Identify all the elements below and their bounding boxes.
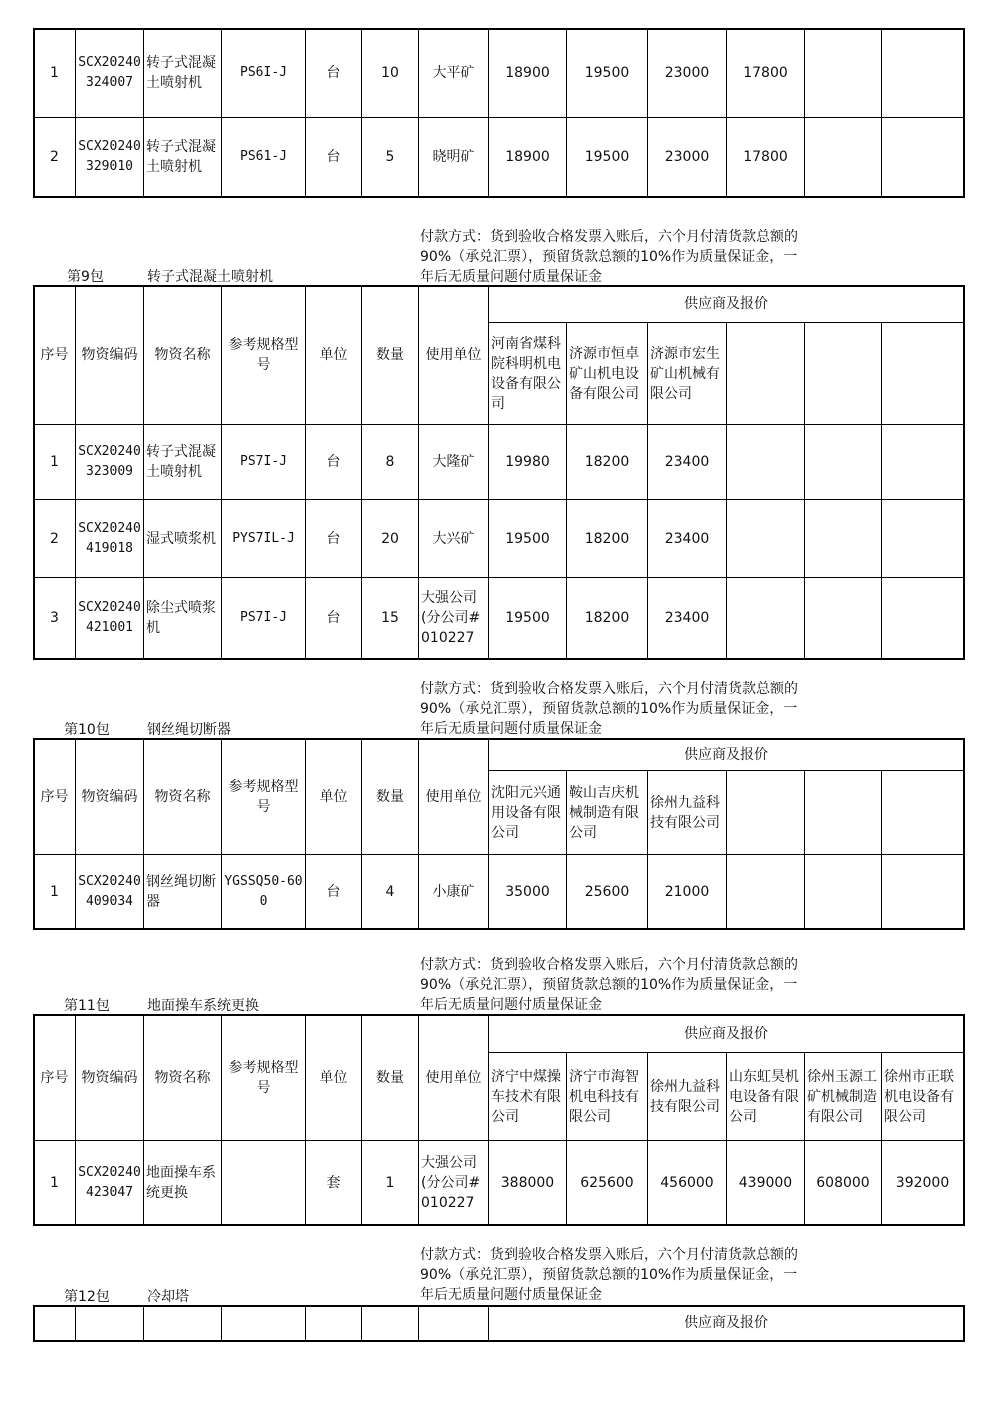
price-cell: 19500 [567,118,648,197]
name-cell: 转子式混凝土喷射机 [144,118,222,197]
code-header [76,1306,144,1341]
table-row [34,578,964,659]
table-row [34,425,964,500]
package-title: 冷却塔 [147,1289,189,1305]
price-cell: 456000 [648,1141,727,1225]
price-cell: 19500 [489,578,567,659]
qty-cell: 15 [362,578,419,659]
supplier-name: 徐州玉源工矿机械制造有限公司 [805,1053,882,1141]
supplier-name: 山东虹昊机电设备有限公司 [727,1053,805,1141]
seq-cell: 3 [34,578,76,659]
unit-header [306,1306,362,1341]
supplier-name: 济源市恒卓矿山机电设备有限公司 [567,323,648,425]
user-header [419,1306,489,1341]
qty-cell: 20 [362,500,419,578]
header-row [34,1306,964,1341]
seq-cell: 1 [34,855,76,930]
name-header [144,1306,222,1341]
spec-cell: PS61-J [222,118,306,197]
price-cell: 18200 [567,500,648,578]
supplier-name [882,771,964,855]
supplier-name [805,771,882,855]
qty-cell: 1 [362,1141,419,1225]
code-header: 物资编码 [76,286,144,425]
package-label: 第11包 [64,998,110,1014]
supplier-name: 济宁市海智机电科技有限公司 [567,1053,648,1141]
seq-header: 序号 [34,739,76,855]
table-row [34,1141,964,1225]
price-cell [882,855,964,930]
price-cell [727,855,805,930]
price-cell: 23400 [648,578,727,659]
price-cell: 608000 [805,1141,882,1225]
user-cell: 大强公司(分公司#010227 [419,578,489,659]
unit-cell: 套 [306,1141,362,1225]
price-cell [727,425,805,500]
price-cell: 18900 [489,118,567,197]
supplier-name: 济源市宏生矿山机械有限公司 [648,323,727,425]
package-label: 第9包 [67,269,104,285]
price-cell: 23000 [648,29,727,118]
package-title: 钢丝绳切断器 [147,722,231,738]
price-cell [805,425,882,500]
spec-cell: PS6I-J [222,29,306,118]
user-header: 使用单位 [419,739,489,855]
unit-cell: 台 [306,855,362,930]
spec-header [222,1306,306,1341]
price-cell: 18200 [567,578,648,659]
user-cell: 大隆矿 [419,425,489,500]
supplier-header: 供应商及报价 [489,286,964,323]
price-cell [727,500,805,578]
code-header: 物资编码 [76,739,144,855]
qty-cell: 5 [362,118,419,197]
seq-header: 序号 [34,1015,76,1141]
code-header: 物资编码 [76,1015,144,1141]
spec-cell: PYS7IL-J [222,500,306,578]
supplier-name: 沈阳元兴通用设备有限公司 [489,771,567,855]
table-row [34,500,964,578]
price-cell [727,578,805,659]
price-cell [882,425,964,500]
price-cell: 17800 [727,118,805,197]
unit-cell: 台 [306,118,362,197]
price-cell: 23400 [648,425,727,500]
unit-cell: 台 [306,425,362,500]
supplier-name: 鞍山吉庆机械制造有限公司 [567,771,648,855]
spec-cell: PS7I-J [222,425,306,500]
price-cell [805,29,882,118]
package-11-table [33,1014,964,1225]
code-cell: SCX20240421001 [76,578,144,659]
spec-cell [222,1141,306,1225]
package-title: 转子式混凝土喷射机 [147,269,273,285]
payment-note: 付款方式：货到验收合格发票入账后，六个月付清货款总额的90%（承兑汇票），预留货款总额的10%作为质量保证金，一年后无质量问题付质量保证金 [420,229,798,285]
code-cell: SCX20240323009 [76,425,144,500]
user-cell: 大平矿 [419,29,489,118]
price-cell: 18900 [489,29,567,118]
package-label: 第10包 [64,722,110,738]
unit-cell: 台 [306,29,362,118]
qty-cell: 8 [362,425,419,500]
name-header: 物资名称 [144,739,222,855]
supplier-name: 徐州九益科技有限公司 [648,1053,727,1141]
price-cell: 18200 [567,425,648,500]
package-title: 地面操车系统更换 [147,998,259,1014]
price-cell [805,500,882,578]
price-cell: 17800 [727,29,805,118]
price-cell: 388000 [489,1141,567,1225]
user-header: 使用单位 [419,286,489,425]
table-row [34,855,964,930]
code-cell: SCX20240324007 [76,29,144,118]
table-row [34,118,964,197]
package-label: 第12包 [64,1289,110,1305]
payment-note: 付款方式：货到验收合格发票入账后，六个月付清货款总额的90%（承兑汇票），预留货款总额的10%作为质量保证金，一年后无质量问题付质量保证金 [420,957,798,1013]
qty-cell: 10 [362,29,419,118]
seq-cell: 1 [34,29,76,118]
seq-header: 序号 [34,286,76,425]
name-header: 物资名称 [144,286,222,425]
unit-cell: 台 [306,578,362,659]
name-cell: 除尘式喷浆机 [144,578,222,659]
seq-cell: 2 [34,118,76,197]
supplier-header: 供应商及报价 [489,739,964,771]
supplier-name: 徐州九益科技有限公司 [648,771,727,855]
unit-cell: 台 [306,500,362,578]
price-cell [882,118,964,197]
supplier-name [805,323,882,425]
spec-cell: PS7I-J [222,578,306,659]
code-cell: SCX20240329010 [76,118,144,197]
name-cell: 转子式混凝土喷射机 [144,29,222,118]
price-cell [882,578,964,659]
price-cell: 23400 [648,500,727,578]
price-cell: 392000 [882,1141,964,1225]
user-cell: 大强公司(分公司#010227 [419,1141,489,1225]
header-row [34,1015,964,1053]
qty-cell: 4 [362,855,419,930]
price-cell: 439000 [727,1141,805,1225]
spec-header: 参考规格型号 [222,286,306,425]
seq-header [34,1306,76,1341]
package-12-table [33,1305,964,1341]
user-cell: 晓明矿 [419,118,489,197]
code-cell: SCX20240423047 [76,1141,144,1225]
spec-header: 参考规格型号 [222,1015,306,1141]
table-row [34,29,964,118]
payment-note: 付款方式：货到验收合格发票入账后，六个月付清货款总额的90%（承兑汇票），预留货款总额的10%作为质量保证金，一年后无质量问题付质量保证金 [420,681,798,737]
price-cell: 23000 [648,118,727,197]
spec-header: 参考规格型号 [222,739,306,855]
price-cell [805,855,882,930]
unit-header: 单位 [306,739,362,855]
price-cell [882,500,964,578]
code-cell: SCX20240419018 [76,500,144,578]
supplier-name [727,323,805,425]
name-header: 物资名称 [144,1015,222,1141]
supplier-name [882,323,964,425]
supplier-name: 济宁中煤操车技术有限公司 [489,1053,567,1141]
supplier-header: 供应商及报价 [489,1306,964,1341]
qty-header: 数量 [362,1015,419,1141]
header-row [34,739,964,771]
price-cell: 21000 [648,855,727,930]
supplier-name: 河南省煤科院科明机电设备有限公司 [489,323,567,425]
seq-cell: 1 [34,425,76,500]
qty-header: 数量 [362,286,419,425]
code-cell: SCX20240409034 [76,855,144,930]
qty-header: 数量 [362,739,419,855]
seq-cell: 1 [34,1141,76,1225]
package-9-table [33,285,964,659]
price-cell: 19980 [489,425,567,500]
supplier-name [727,771,805,855]
price-cell [805,118,882,197]
price-cell [805,578,882,659]
seq-cell: 2 [34,500,76,578]
price-cell: 19500 [489,500,567,578]
user-header: 使用单位 [419,1015,489,1141]
name-cell: 地面操车系统更换 [144,1141,222,1225]
name-cell: 转子式混凝土喷射机 [144,425,222,500]
user-cell: 大兴矿 [419,500,489,578]
price-cell: 25600 [567,855,648,930]
header-row [34,286,964,323]
supplier-name: 徐州市正联机电设备有限公司 [882,1053,964,1141]
name-cell: 钢丝绳切断器 [144,855,222,930]
price-cell: 35000 [489,855,567,930]
name-cell: 湿式喷浆机 [144,500,222,578]
qty-header [362,1306,419,1341]
package-8-table [33,28,964,197]
user-cell: 小康矿 [419,855,489,930]
package-10-table [33,738,964,930]
unit-header: 单位 [306,286,362,425]
spec-cell: YGSSQ50-600 [222,855,306,930]
payment-note: 付款方式：货到验收合格发票入账后，六个月付清货款总额的90%（承兑汇票），预留货款总额的10%作为质量保证金，一年后无质量问题付质量保证金 [420,1247,798,1303]
supplier-header: 供应商及报价 [489,1015,964,1053]
price-cell [882,29,964,118]
price-cell: 625600 [567,1141,648,1225]
price-cell: 19500 [567,29,648,118]
unit-header: 单位 [306,1015,362,1141]
